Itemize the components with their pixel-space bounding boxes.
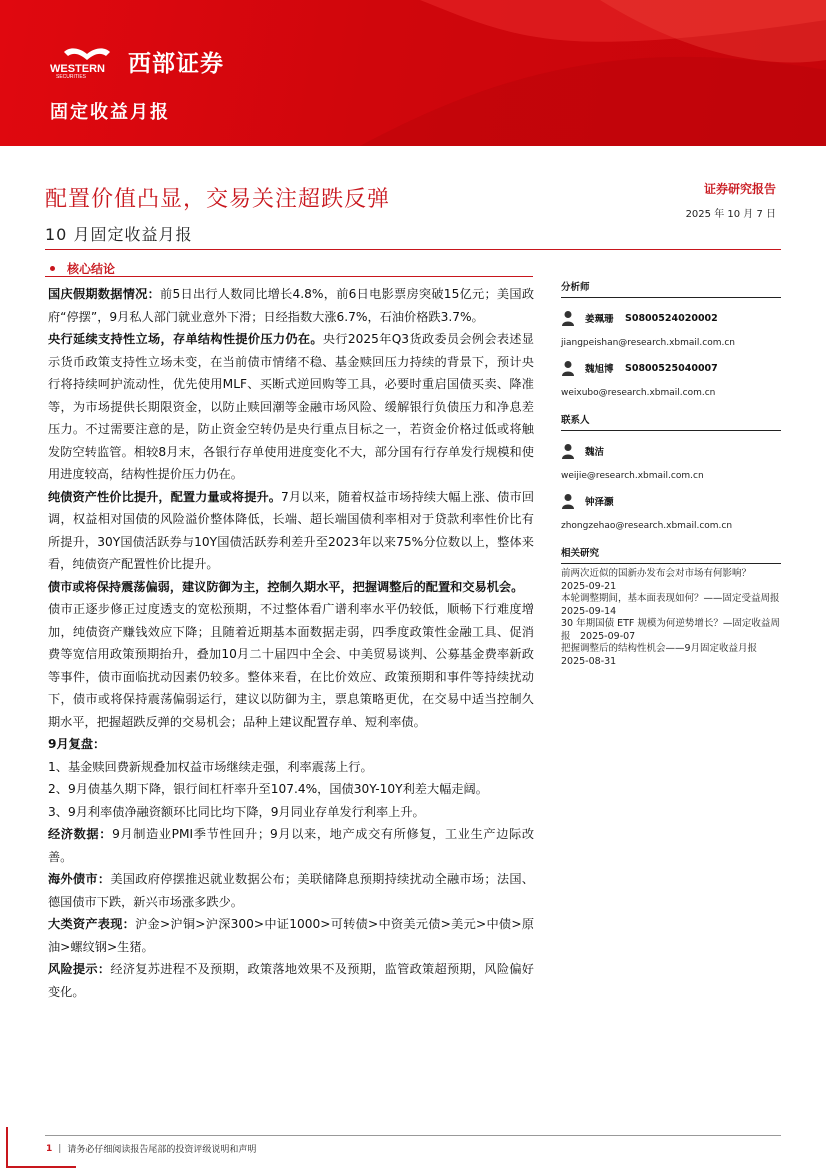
related-research-list <box>561 568 790 668</box>
paragraph-text: 美国政府停摆推迟就业数据公布；美联储降息预期持续扰动全融市场；法国、德国债市下跌，新兴市场涨多跌少。 <box>48 872 534 909</box>
report-type-label: 证券研究报告 <box>703 182 776 196</box>
contact-heading: 联系人 <box>561 415 590 426</box>
person-icon <box>561 493 575 509</box>
related-research-item[interactable]: 30 年期国债 ETF 规模为何逆势增长？—固定收益周报 2025-09-07 <box>561 618 780 642</box>
core-conclusions <box>48 283 534 1003</box>
footer-separator: | <box>58 1143 62 1154</box>
contact-email[interactable]: zhongzehao@research.xbmail.com.cn <box>561 521 733 531</box>
paragraph-heading: 经济数据： <box>48 827 113 841</box>
paragraph-heading: 9月复盘： <box>48 737 106 751</box>
paragraph-heading: 大类资产表现： <box>48 917 136 931</box>
analyst-email[interactable]: jiangpeishan@research.xbmail.com.cn <box>561 338 736 348</box>
header-banner <box>0 0 826 146</box>
paragraph-text: 前5日出行人数同比增长4.8%，前6日电影票房突破15亿元；美国政府“停摆”，9月私人部门就业意外下滑；日经指数大涨6.7%，石油价格跌3.7%。 <box>48 287 535 324</box>
paragraph-heading: 央行延续支持性立场，存单结构性提价压力仍在。 <box>48 332 323 346</box>
paragraph-economic-data <box>48 823 534 868</box>
paragraph-asset-performance <box>48 913 534 958</box>
logo-bull-icon <box>50 44 124 78</box>
paragraph-heading: 海外债市： <box>48 872 111 886</box>
corner-mark <box>6 1127 8 1167</box>
page-number: 1 <box>46 1143 53 1154</box>
review-line-2: 2、9月债基久期下降，银行间杠杆率升至107.4%，国债30Y-10Y利差大幅走阔。 <box>48 782 488 796</box>
analyst-entry <box>561 310 781 326</box>
footer-disclaimer: 请务必仔细阅读报告尾部的投资评级说明和声明 <box>67 1145 257 1155</box>
paragraph-text: 7月以来，随着权益市场持续大幅上涨、债市回调，权益相对国债的风险溢价整体降低，长端、超长端国债利率相对于贷款利率性价比有所提升，30Y国债活跃券与10Y国债活跃券利差升至2023年以来75%分位数以上，整体来看，纯债资产配置性价比提升。 <box>48 489 535 571</box>
analyst-name: 魏旭博 <box>585 364 614 375</box>
section-heading <box>50 260 115 277</box>
company-logo <box>50 44 224 78</box>
analyst-cert: S0800524020002 <box>625 312 718 324</box>
sidebar <box>561 279 790 668</box>
paragraph-heading: 债市或将保持震荡偏弱，建议防御为主，控制久期水平，把握调整后的配置和交易机会。 <box>48 579 524 594</box>
analyst-name: 姜珮珊 <box>585 314 614 325</box>
corner-mark <box>6 1166 76 1168</box>
paragraph-bond-outlook-heading <box>48 576 534 599</box>
related-research-heading: 相关研究 <box>561 548 600 559</box>
bullet-dot-icon <box>50 266 55 271</box>
contact-name: 魏洁 <box>585 447 605 458</box>
sidebar-divider <box>561 563 781 564</box>
paragraph-bond-outlook: 债市正逐步修正过度透支的宽松预期，不过整体看广谱利率水平仍较低，顺畅下行难度增加，纯债资产赚钱效应下降；且随着近期基本面数据走弱，四季度政策性金融工具、促消费等宽信用政策预期抬升，叠加10月二十届四中全会、中美贸易谈判、公募基金费率新政等事件，债市面临扰动因素仍较多。整体来看，在比价效应、政策预期和事件等持续扰动下，债市或将保持震荡偏弱运行，建议以防御为主，票息策略更优，在交易中适当控制久期水平，把握超跌反弹的交易机会；品种上建议配置存单、短利率债。 <box>48 602 534 729</box>
paragraph-text: 经济复苏进程不及预期，政策落地效果不及预期，监管政策超预期，风险偏好变化。 <box>48 962 534 999</box>
logo-cn-text: 西部证券 <box>128 50 224 77</box>
related-research-item[interactable]: 把握调整后的结构性机会——9月固定收益月报 2025-08-31 <box>561 643 767 667</box>
analyst-entry <box>561 360 781 376</box>
report-title: 配置价值凸显，交易关注超跌反弹 <box>45 187 391 212</box>
report-subtitle: 10 月固定收益月报 <box>45 225 193 244</box>
report-series: 固定收益月报 <box>50 102 170 123</box>
analyst-heading: 分析师 <box>561 282 590 293</box>
paragraph-pure-bond-value <box>48 486 534 576</box>
paragraph-text: 9月制造业PMI季节性回升；9月以来，地产成交有所修复，工业生产边际改善。 <box>48 827 535 864</box>
related-research-item[interactable]: 本轮调整期间，基本面表现如何？——固定受益周报 2025-09-14 <box>561 593 790 617</box>
review-line-1: 1、基金赎回费新规叠加权益市场继续走强，利率震荡上行。 <box>48 759 373 774</box>
section-divider <box>45 276 533 277</box>
related-research-item[interactable]: 前两次近似的国新办发布会对市场有何影响？ 2025-09-21 <box>561 568 761 592</box>
analyst-cert: S0800525040007 <box>625 362 718 374</box>
paragraph-overseas-bonds <box>48 868 534 913</box>
paragraph-review-heading <box>48 733 534 756</box>
contact-name: 钟泽灏 <box>585 497 614 508</box>
title-divider <box>45 249 781 250</box>
section-heading-label: 核心结论 <box>67 262 116 276</box>
paragraph-risk-warning <box>48 958 534 1003</box>
person-icon <box>561 443 575 459</box>
paragraph-central-bank <box>48 328 534 486</box>
paragraph-heading: 纯债资产性价比提升，配置力量或将提升。 <box>48 489 281 504</box>
paragraph-text: 央行2025年Q3货政委员会例会表述显示货币政策支持性立场未变，在当前债市情绪不稳、基金赎回压力持续的背景下，预计央行将持续呵护流动性，优先使用MLF、买断式逆回购等工具，必要时重启国债买卖、降准等，为市场提供长期限资金，以防止赎回潮等金融市场风险、缓解银行负债压力和净息差压力。不过需要注意的是，防止资金空转仍是央行重点目标之一，若资金价格过低或将触发防空转监管。相较8月末，各银行存单使用进度变化不大，部分国有行存单发行规模和使用进度较高，结构性提价压力仍在。 <box>48 332 534 481</box>
svg-text:SECURITIES: SECURITIES <box>56 74 87 78</box>
contact-email[interactable]: weijie@research.xbmail.com.cn <box>561 471 704 481</box>
page-footer <box>46 1142 256 1155</box>
paragraph-text: 沪金>沪铜>沪深300>中证1000>可转债>中资美元债>美元>中债>原油>螺纹钢>生猪。 <box>48 917 535 954</box>
report-date: 2025 年 10 月 7 日 <box>685 209 776 220</box>
sidebar-divider <box>561 297 781 298</box>
footer-divider <box>45 1135 781 1136</box>
sidebar-divider <box>561 430 781 431</box>
paragraph-holiday-data <box>48 283 534 328</box>
paragraph-heading: 风险提示： <box>48 962 111 976</box>
analyst-email[interactable]: weixubo@research.xbmail.com.cn <box>561 388 716 398</box>
svg-text:WESTERN: WESTERN <box>50 63 105 75</box>
contact-entry <box>561 443 781 459</box>
review-line-3: 3、9月利率债净融资额环比同比均下降，9月同业存单发行利率上升。 <box>48 804 425 819</box>
contact-entry <box>561 493 781 509</box>
person-icon <box>561 310 575 326</box>
paragraph-heading: 国庆假期数据情况： <box>48 287 161 301</box>
person-icon <box>561 360 575 376</box>
